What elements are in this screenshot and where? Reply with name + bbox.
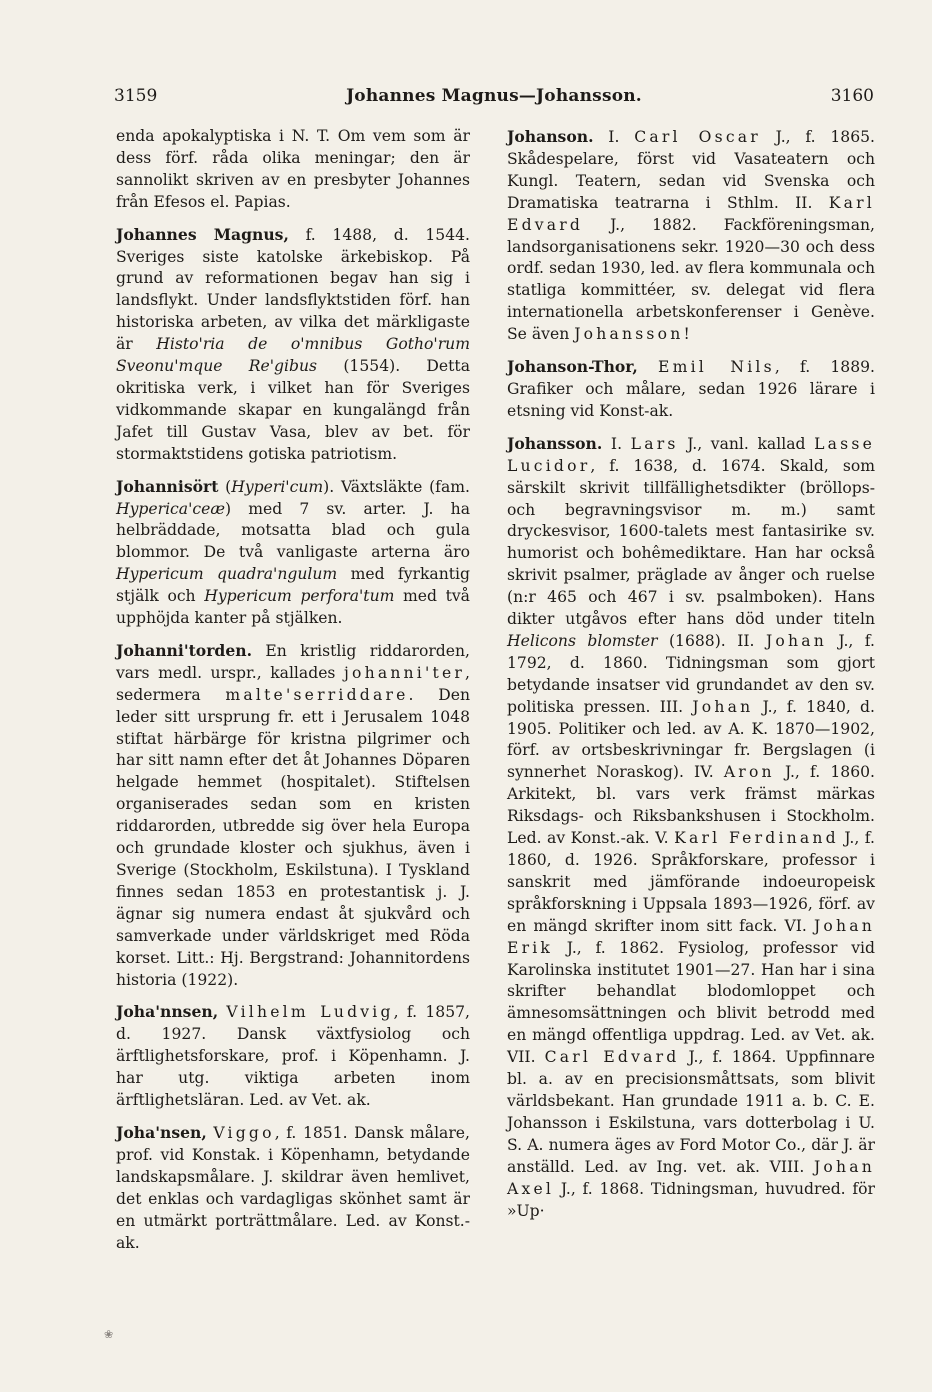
entry-johannsen-vilhelm xyxy=(116,1001,470,1112)
ink-smudge-icon: ❀ xyxy=(104,1328,114,1341)
entry-text-run: Hypericum perfora'tum xyxy=(204,587,395,606)
entry-text-run: Viggo xyxy=(213,1123,275,1142)
entry-text-run: Aron xyxy=(723,763,775,782)
entry-text-run: Johan xyxy=(692,697,754,716)
entry-text-run: , f. 1889. Grafiker och målare, sedan 1926 lärare i etsning vid Konst-ak. xyxy=(507,358,875,420)
headword: Joha'nnsen, xyxy=(116,1002,219,1022)
entry-text-run: Carl Edvard xyxy=(544,1048,680,1067)
entry-text-run: Lars xyxy=(630,434,679,453)
entry-text-run: malte'serriddare xyxy=(225,685,409,704)
entry-text-run: ( xyxy=(218,477,232,496)
entry-text-run: Johan Axel xyxy=(507,1157,875,1198)
entry-text-run: Lasse Lucidor xyxy=(507,434,875,475)
entry-johanson xyxy=(507,126,875,346)
running-title: Johannes Magnus—Johansson. xyxy=(346,86,642,106)
entry-text-run: Emil Nils xyxy=(658,358,775,377)
entry-text-run: (1688). II. xyxy=(657,631,766,650)
headword: Johanni'torden. xyxy=(116,640,253,660)
entry-johannisort xyxy=(116,476,470,630)
entry-text-run: J., vanl. kallad xyxy=(678,434,815,453)
left-column xyxy=(116,126,470,1264)
running-header xyxy=(114,86,874,112)
entry-text-run: Carl Oscar xyxy=(634,128,761,146)
entry-text-run: J., f. 1840, d. 1905. Politiker och led. av A. K. 1870—1902, förf. av ortsbeskrivningar fr. Bergslagen (i synnerhet Noraskog). IV. xyxy=(507,697,875,782)
entry-johansson xyxy=(507,433,875,1223)
entry-johannes-magnus xyxy=(116,224,470,466)
entry-text-run: J., f. 1868. Tidningsman, huvudred. för »Up· xyxy=(507,1179,875,1220)
headword: Johansson. xyxy=(507,433,603,453)
entry-text-run: J., f. 1864. Uppfinnare bl. a. av en precisionsmåttsats, som blivit världsbekant. Han grundade 1911 a. b. C. E. Johansson i Eskilstuna, vars dotterbolag i U. S. A. numera äges av Ford Motor Co., där J. är anställd. Led. av Ing. vet. ak. VIII. xyxy=(507,1048,875,1176)
entry-johannitorden xyxy=(116,640,470,992)
entry-text-run: , f. 1638, d. 1674. Skald, som särskilt skrivit tillfällighetsdikter (bröllops- och begravningsvisor m. m.) samt dryckesvisor, 1600-talets mest fantasirike sv. humorist och bohêmediktare. Han har också skrivit psalmer, präglade av ånger och ruelse (n:r 465 och 467 i sv. psalmboken). Hans dikter utgåvos efter hans död under titeln xyxy=(507,456,875,629)
entry-text-run: I. xyxy=(593,128,635,146)
entry-text-run: Johan xyxy=(765,631,827,650)
entry-text-run: johanni'ter xyxy=(343,663,466,682)
page-number-left: 3159 xyxy=(114,86,158,106)
entry-text-run: J., f. 1860. Arkitekt, bl. vars verk främst märkas Riksdags- och Riksbankshusen i Stockholm. Led. av Konst.-ak. V. xyxy=(507,763,875,848)
entry-text-run: Karl Ferdinand xyxy=(674,829,839,848)
entry-text-run: Histo'ria de o'mnibus Gotho'rum Sveonu'mque Re'gibus xyxy=(116,335,471,376)
entry-text-run: Hypericum quadra'ngulum xyxy=(116,565,338,584)
entry-text-run: J., f. 1792, d. 1860. Tidningsman som gjort betydande insatser vid grundandet av den sv. politiska pressen. III. xyxy=(507,631,875,716)
entry-text-run: Hyperica'ceæ xyxy=(116,499,225,518)
entry-text-run: En kristlig riddarorden, vars medl. urspr., kallades xyxy=(116,641,470,682)
page-number-right: 3160 xyxy=(830,86,874,106)
entry-text-run: , f. 1857, d. 1927. Dansk växtfysiolog och ärftlighetsforskare, prof. i Köpenhamn. J. har utg. viktiga arbeten inom ärftlighetsläran. Led. av Vet. ak. xyxy=(116,1003,470,1110)
entry-text-run: f. 1488, d. 1544. Sveriges siste katolske ärkebiskop. På grund av reformationen begav han sig i landsflykt. Under landsflyktstiden förf. han historiska arbeten, av vilka det märkligaste är xyxy=(116,225,470,354)
entry-text-run: Johan Erik xyxy=(507,916,875,957)
entry-text-run xyxy=(638,358,658,376)
entry-text-run: Karl Edvard xyxy=(507,193,875,234)
right-column xyxy=(507,126,875,1232)
entry-apokalyps-continuation xyxy=(116,126,470,214)
headword: Johanson-Thor, xyxy=(507,357,638,377)
entry-text-run: ) med 7 sv. arter. J. ha helbräddade, motsatta blad och gula blommor. De två vanligaste arterna äro xyxy=(116,499,470,562)
entry-text-run: Vilhelm Ludvig xyxy=(226,1003,394,1022)
entry-johanson-thor xyxy=(507,356,875,423)
headword: Joha'nsen, xyxy=(116,1122,207,1142)
entry-text-run: ). Växtsläkte (fam. xyxy=(323,477,470,496)
entry-text-run: med två upphöjda kanter på stjälken. xyxy=(116,587,470,628)
entry-text-run: J., f. 1862. Fysiolog, professor vid Karolinska institutet 1901—27. Han har i sina skrifter behandlat blodomloppet och ämnesomsättningen och blivit betrodd med en mängd offentliga uppdrag. Led. av Vet. ak. VII. xyxy=(507,938,875,1067)
entry-text-run: enda apokalyptiska i N. T. Om vem som är dess förf. råda olika meningar; den är sannolikt skriven av en presbyter Johannes från Efesos el. Papias. xyxy=(116,127,470,211)
entry-text-run: , sedermera xyxy=(116,663,470,704)
entry-text-run: , f. 1851. Dansk målare, prof. vid Konstak. i Köpenhamn, betydande landskapsmålare. J. skildrar även hemlivet, det enklas och vardagligas skönhet samt är en utmärkt porträttmålare. Led. av Konst.-ak. xyxy=(116,1123,470,1252)
headword: Johannes Magnus, xyxy=(116,224,289,244)
entry-text-run: . Den leder sitt ursprung fr. ett i Jerusalem 1048 stiftat härbärge för kristna pilgrimer och har sitt namn efter det åt Johannes Döparen helgade hemmet (hospitalet). Stiftelsen organiserades sedan som en kristen riddarorden, utbredde sig över hela Europa och grundade kloster och sjukhus, även i Sverige (Stockholm, Eskilstuna). I Tyskland finnes sedan 1853 en protestantisk j. J. ägnar sig numera endast åt sjukvård och samverkade under världskriget med Röda korset. Litt.: Hj. Bergstrand: Johannitordens historia (1922). xyxy=(116,685,470,989)
headword: Johannisört xyxy=(116,476,219,496)
entry-text-run: I. xyxy=(602,434,631,453)
entry-text-run: J., f. 1865. Skådespelare, först vid Vasateatern och Kungl. Teatern, sedan vid Svenska och Dramatiska teatrarna i Sthlm. II. xyxy=(507,128,875,212)
entry-text-run: Johansson! xyxy=(574,325,693,344)
headword: Johanson. xyxy=(507,127,594,146)
entry-text-run: Hyperi'cum xyxy=(231,477,324,496)
entry-text-run: J., f. 1860, d. 1926. Språkforskare, professor i sanskrit med jämförande indoeuropeisk språkforskning i Uppsala 1893—1926, förf. av en mängd skrifter inom sitt fack. VI. xyxy=(507,829,875,935)
entry-text-run: Helicons blomster xyxy=(507,631,658,650)
entry-text-run: med fyrkantig stjälk och xyxy=(116,565,470,606)
entry-johansen-viggo xyxy=(116,1122,470,1254)
entry-text-run: J., 1882. Fackföreningsman, landsorganisationens sekr. 1920—30 och dess ordf. sedan 1930, led. av flera kommunala och statliga kommittéer, sv. delegat vid flera internationella arbetskonferenser i Genève. Se även xyxy=(507,215,875,344)
entry-text-run: (1554). Detta okritiska verk, i vilket han för Sveriges vidkommande skapar en kungalängd från Jafet till Gustav Vasa, blev av bet. för stormaktstidens gotiska patriotism. xyxy=(116,357,470,463)
